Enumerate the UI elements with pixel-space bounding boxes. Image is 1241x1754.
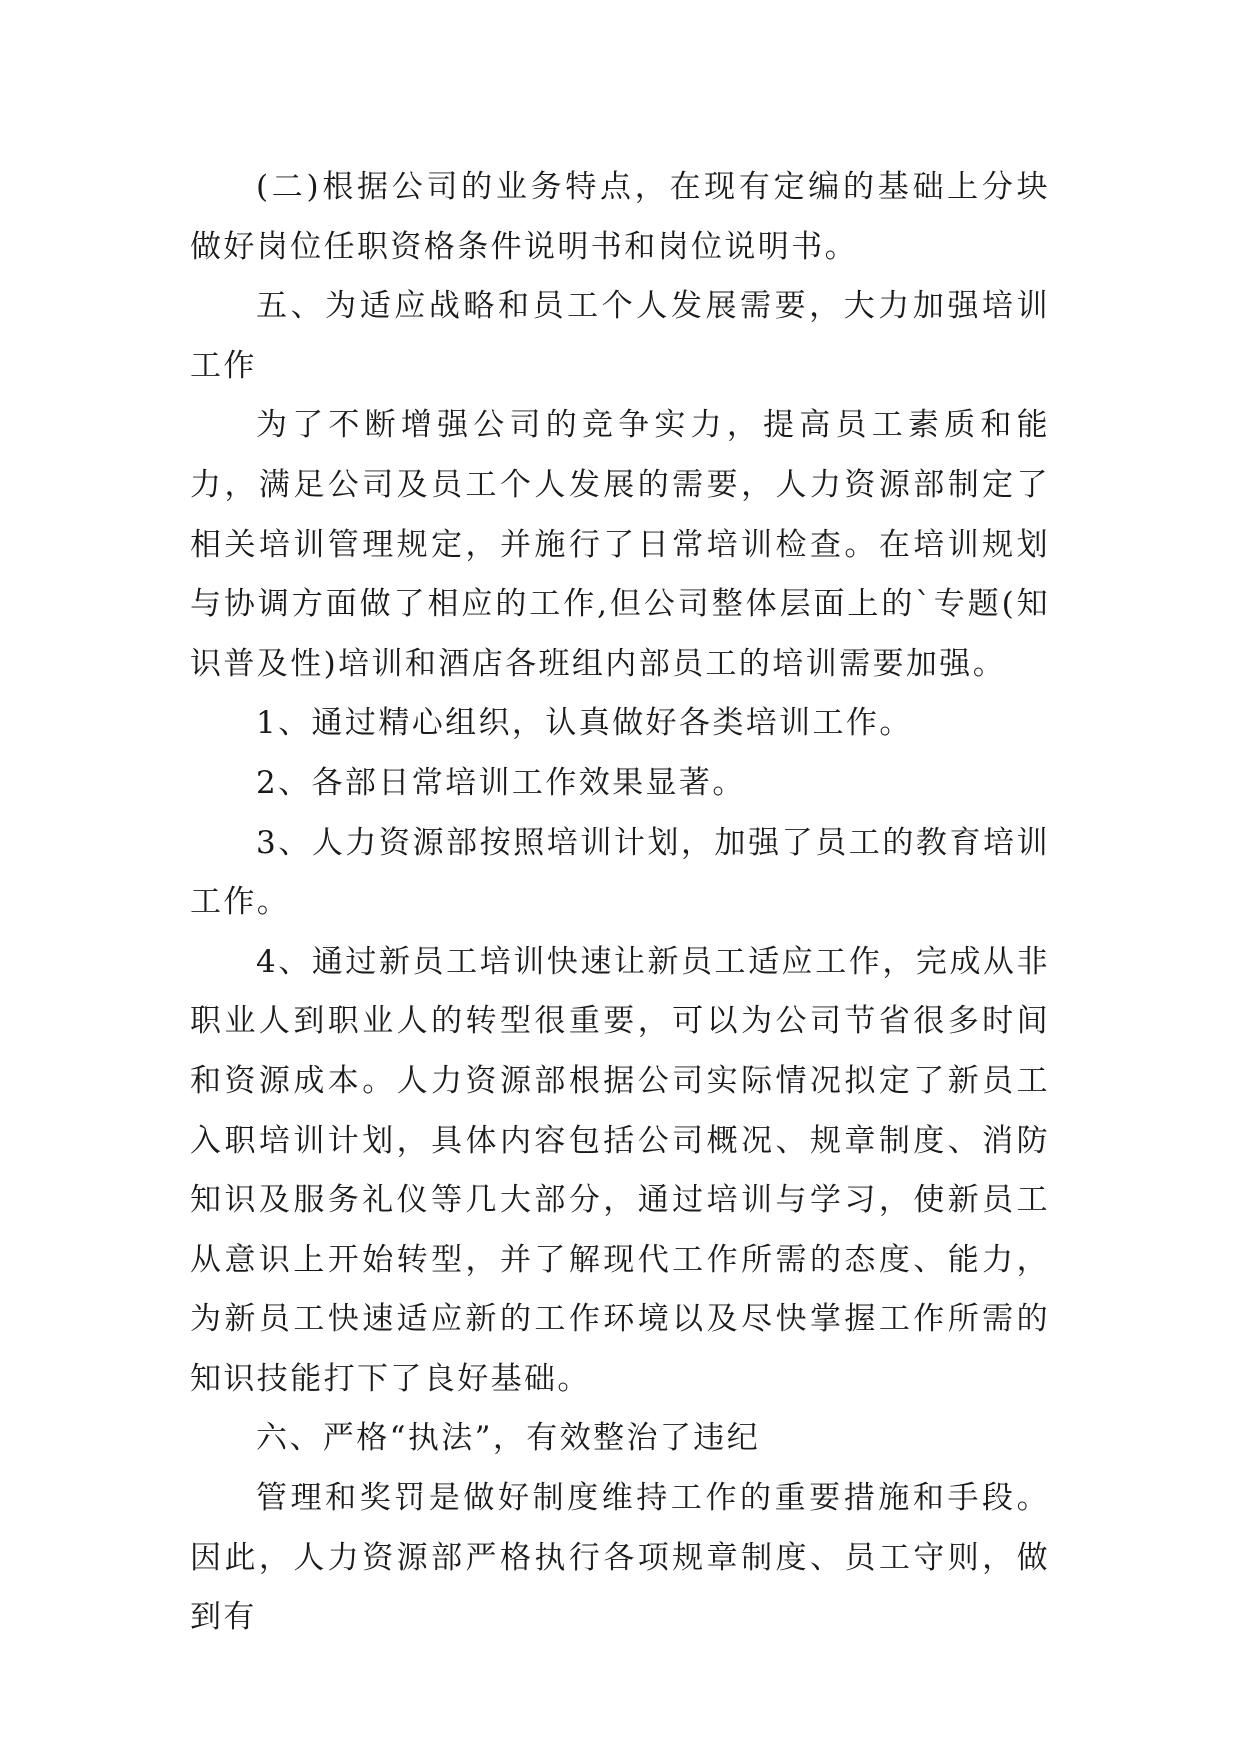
- paragraph-position-descriptions: (二)根据公司的业务特点，在现有定编的基础上分块做好岗位任职资格条件说明书和岗位说明书。: [190, 169, 1050, 265]
- list-item-4: 4、通过新员工培训快速让新员工适应工作，完成从非职业人到职业人的转型很重要，可以为公司节省很多时间和资源成本。人力资源部根据公司实际情况拟定了新员工入职培训计划，具体内容包括公司概况、规章制度、消防知识及服务礼仪等几大部分，通过培训与学习，使新员工从意识上开始转型，并了解现代工作所需的态度、能力，为新员工快速适应新的工作环境以及尽快掌握工作所需的知识技能打下了良好基础。: [190, 943, 1050, 1397]
- list-item-3: 3、人力资源部按照培训计划，加强了员工的教育培训工作。: [190, 824, 1050, 921]
- heading-training: 五、为适应战略和员工个人发展需要，大力加强培训工作: [190, 288, 1050, 384]
- list-item-1: 1、通过精心组织，认真做好各类培训工作。: [256, 705, 913, 742]
- heading-discipline: 六、严格“执法”，有效整治了违纪: [256, 1420, 761, 1457]
- paragraph-training-overview: 为了不断增强公司的竞争实力，提高员工素质和能力，满足公司及员工个人发展的需要，人力资源部制定了相关培训管理规定，并施行了日常培训检查。在培训规划与协调方面做了相应的工作,但公司整体层面上的`专题(知识普及性)培训和酒店各班组内部员工的培训需要加强。: [190, 407, 1050, 682]
- paragraph-discipline: 管理和奖罚是做好制度维持工作的重要措施和手段。因此，人力资源部严格执行各项规章制度、员工守则，做到有: [190, 1480, 1050, 1636]
- document-body: [190, 158, 1050, 1648]
- list-item-2: 2、各部日常培训工作效果显著。: [256, 764, 746, 801]
